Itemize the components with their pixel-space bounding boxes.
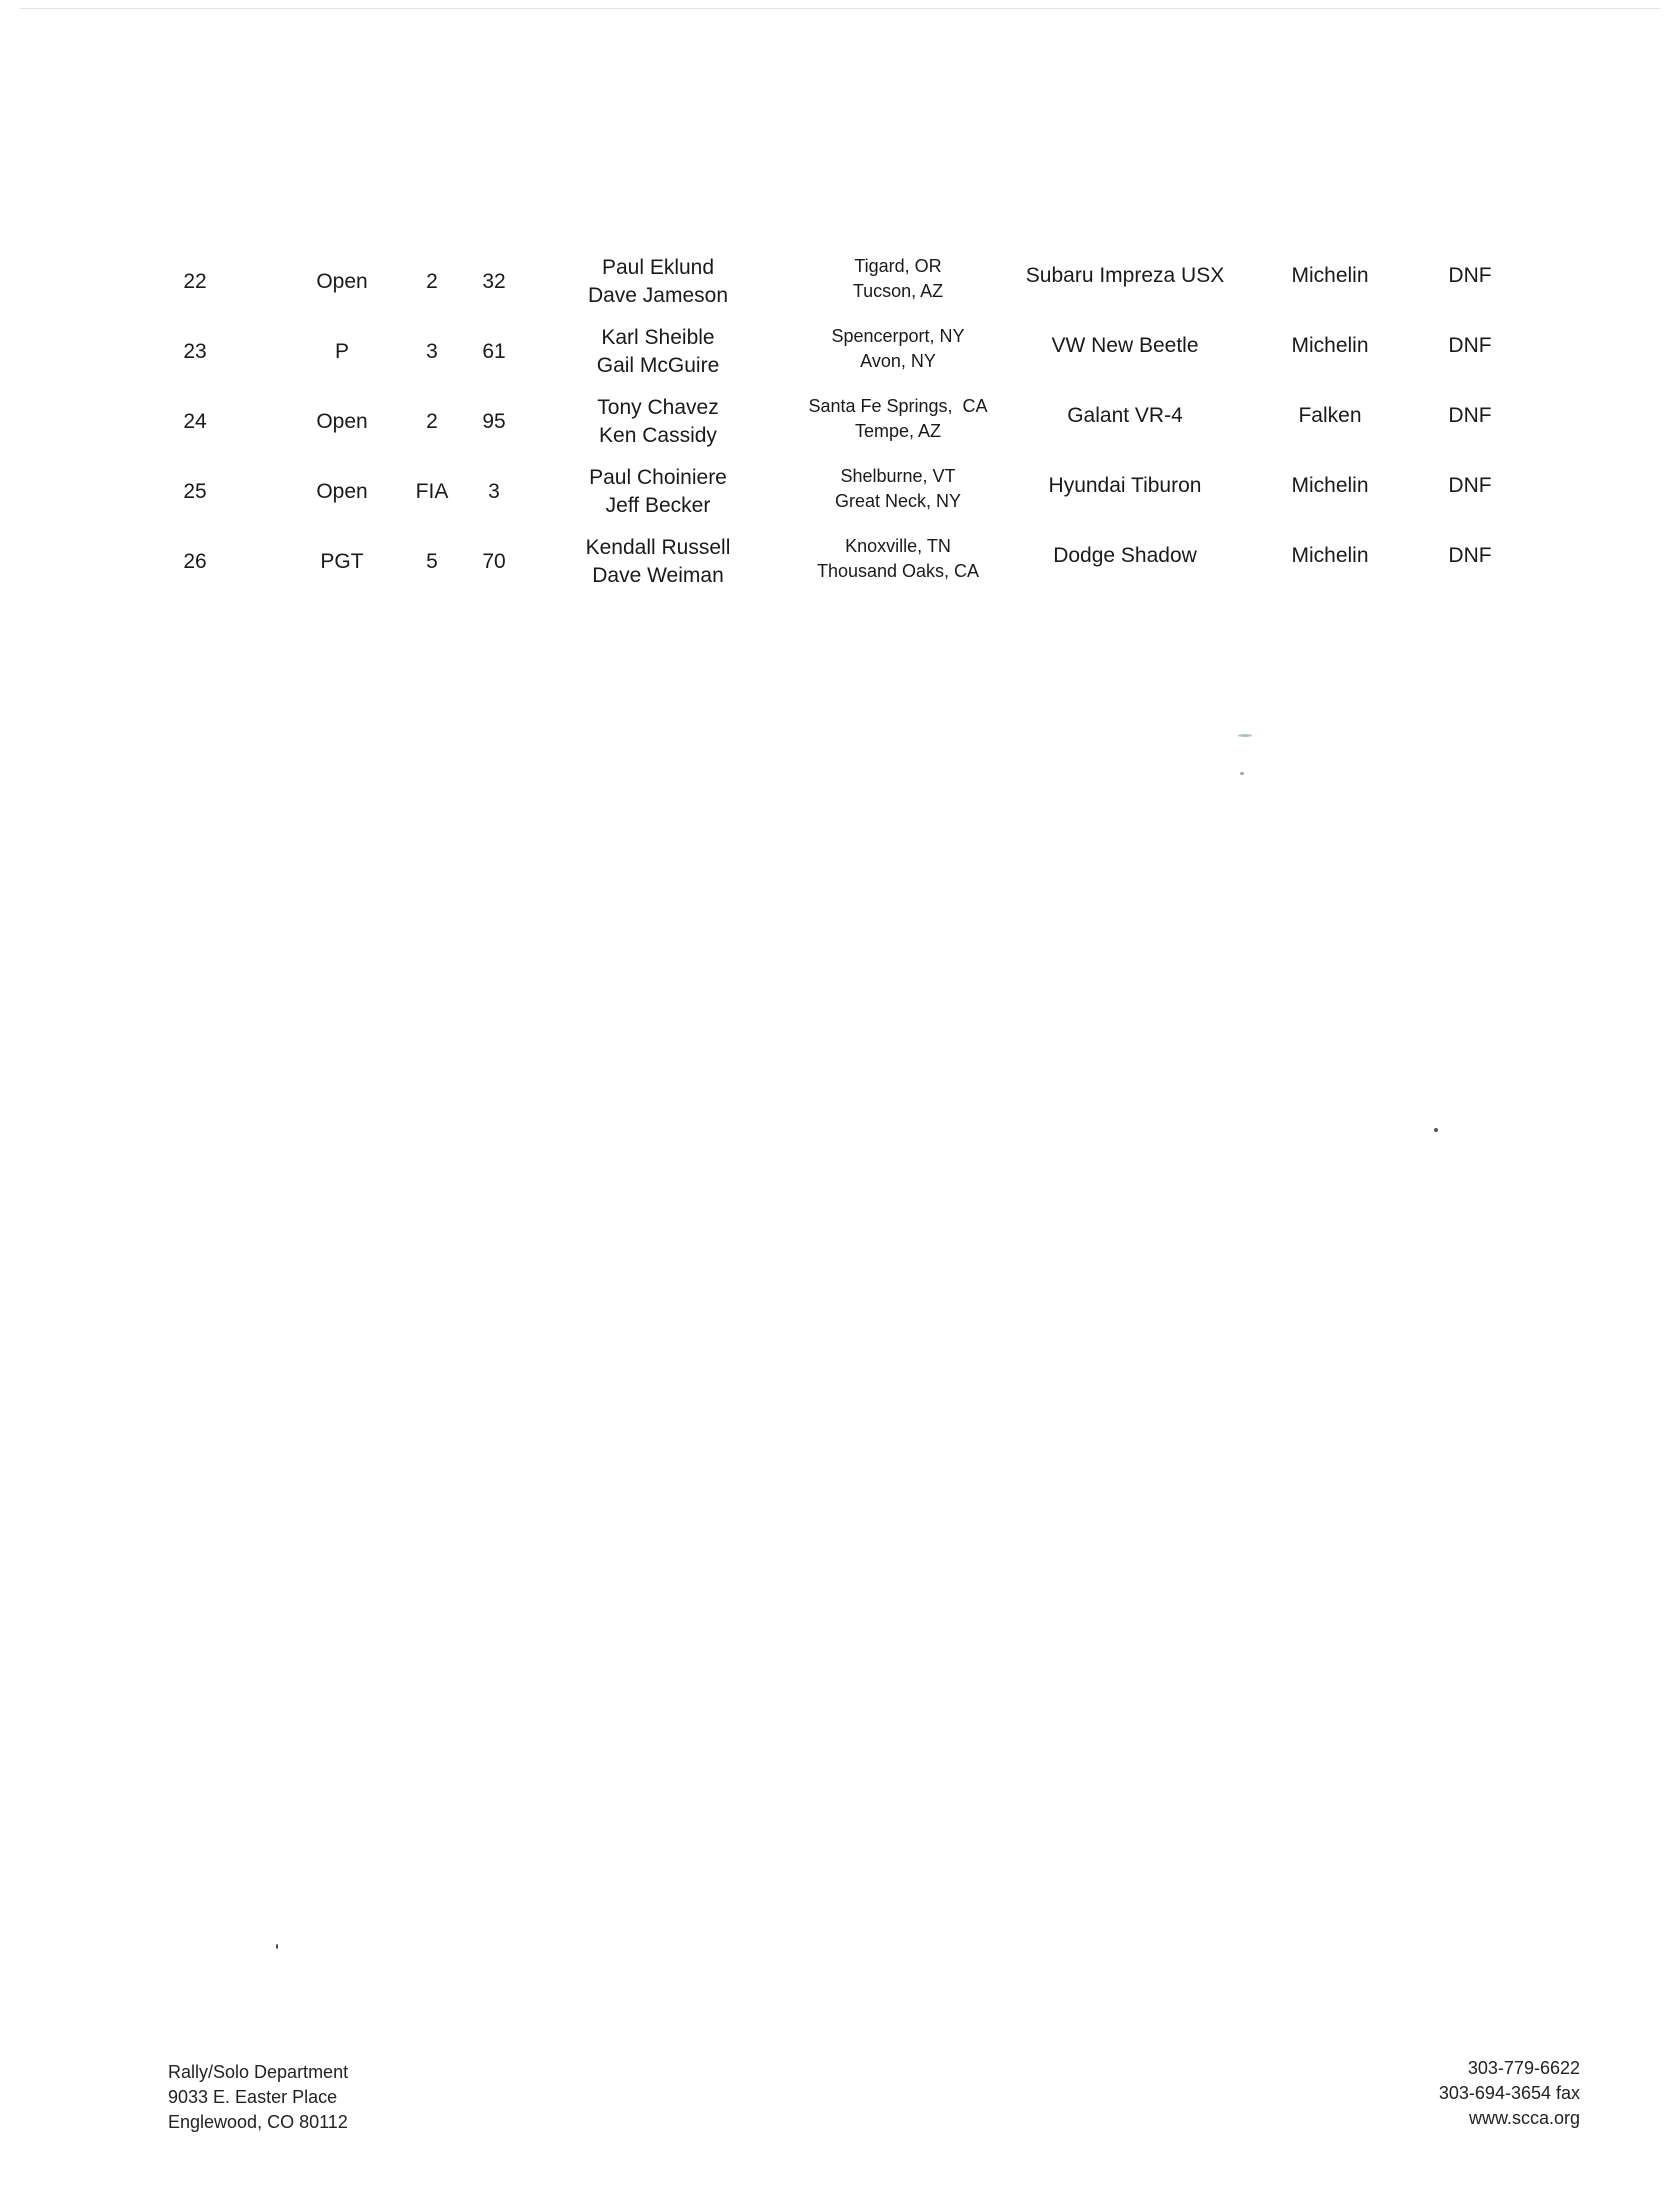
- result-row: [0, 528, 1680, 598]
- position: 26: [183, 550, 207, 573]
- car-number: 61: [482, 340, 506, 363]
- result: DNF: [1448, 544, 1492, 567]
- tires: Michelin: [1291, 544, 1369, 567]
- driver-hometown: Shelburne, VT: [840, 466, 956, 486]
- driver-name: Kendall Russell: [585, 536, 731, 559]
- vehicle: Hyundai Tiburon: [1048, 474, 1202, 497]
- results-table: [0, 248, 1680, 598]
- group: FIA: [415, 480, 449, 503]
- position: 23: [183, 340, 207, 363]
- driver-name: Karl Sheible: [601, 326, 715, 349]
- class: Open: [316, 480, 368, 503]
- crew: [548, 324, 768, 380]
- crew: [548, 464, 768, 520]
- driver-hometown: Spencerport, NY: [831, 326, 965, 346]
- car-number: 3: [488, 480, 500, 503]
- tires: Michelin: [1291, 264, 1369, 287]
- hometowns: [778, 534, 1018, 584]
- group: 3: [426, 340, 438, 363]
- class: PGT: [320, 550, 364, 573]
- position: 25: [183, 480, 207, 503]
- vehicle: Subaru Impreza USX: [1025, 264, 1225, 287]
- result-row: [0, 318, 1680, 388]
- result-row: [0, 388, 1680, 458]
- fax-number: 303-694-3654 fax: [1438, 2083, 1580, 2103]
- group: 5: [426, 550, 438, 573]
- codriver-hometown: Tempe, AZ: [854, 421, 942, 441]
- tires: Michelin: [1291, 334, 1369, 357]
- hometowns: [778, 254, 1018, 304]
- group: 2: [426, 410, 438, 433]
- result: DNF: [1448, 474, 1492, 497]
- vehicle: Galant VR-4: [1067, 404, 1183, 427]
- vehicle: VW New Beetle: [1051, 334, 1199, 357]
- driver-hometown: Tigard, OR: [854, 256, 942, 276]
- driver-name: Tony Chavez: [597, 396, 719, 419]
- class: Open: [316, 410, 368, 433]
- car-number: 70: [482, 550, 506, 573]
- result: DNF: [1448, 334, 1492, 357]
- result-row: [0, 458, 1680, 528]
- result: DNF: [1448, 404, 1492, 427]
- codriver-hometown: Tucson, AZ: [852, 281, 944, 301]
- car-number: 32: [482, 270, 506, 293]
- position: 22: [183, 270, 207, 293]
- hometowns: [778, 464, 1018, 514]
- city-state-zip: Englewood, CO 80112: [168, 2112, 348, 2132]
- driver-name: Paul Choiniere: [589, 466, 727, 489]
- codriver-name: Ken Cassidy: [599, 424, 717, 447]
- scan-speck: [1240, 772, 1244, 775]
- crew: [548, 394, 768, 450]
- car-number: 95: [482, 410, 506, 433]
- phone-number: 303-779-6622: [1467, 2058, 1580, 2078]
- scan-speck: [276, 1944, 278, 1949]
- position: 24: [183, 410, 207, 433]
- scan-speck: [1434, 1128, 1438, 1132]
- scan-top-edge: [20, 8, 1660, 9]
- website: www.scca.org: [1468, 2108, 1580, 2128]
- tires: Michelin: [1291, 474, 1369, 497]
- hometowns: [778, 324, 1018, 374]
- driver-hometown: Santa Fe Springs, CA: [808, 396, 988, 416]
- department-address: [168, 2060, 348, 2135]
- codriver-hometown: Avon, NY: [860, 351, 936, 371]
- group: 2: [426, 270, 438, 293]
- result: DNF: [1448, 264, 1492, 287]
- result-row: [0, 248, 1680, 318]
- contact-info: [1439, 2056, 1580, 2131]
- codriver-name: Dave Weiman: [592, 564, 724, 587]
- department-name: Rally/Solo Department: [168, 2062, 349, 2082]
- class: P: [334, 340, 349, 363]
- codriver-hometown: Thousand Oaks, CA: [816, 561, 980, 581]
- vehicle: Dodge Shadow: [1053, 544, 1197, 567]
- street-address: 9033 E. Easter Place: [168, 2087, 338, 2107]
- codriver-name: Gail McGuire: [596, 354, 720, 377]
- tires: Falken: [1298, 404, 1362, 427]
- scan-speck: [1238, 734, 1252, 737]
- class: Open: [316, 270, 368, 293]
- hometowns: [778, 394, 1018, 444]
- codriver-name: Jeff Becker: [605, 494, 711, 517]
- codriver-hometown: Great Neck, NY: [834, 491, 962, 511]
- driver-name: Paul Eklund: [601, 256, 715, 279]
- crew: [548, 254, 768, 310]
- crew: [548, 534, 768, 590]
- codriver-name: Dave Jameson: [587, 284, 729, 307]
- driver-hometown: Knoxville, TN: [845, 536, 951, 556]
